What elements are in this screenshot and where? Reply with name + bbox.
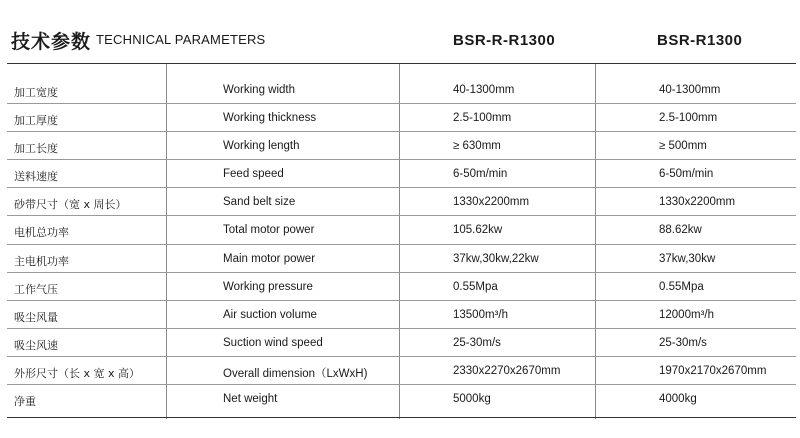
model-2-value: 2.5-100mm [659, 112, 718, 125]
param-name-cn: 吸尘风速 [14, 338, 58, 352]
table-row [7, 76, 796, 104]
table-row [7, 385, 796, 418]
model-2-value: 6-50m/min [659, 168, 714, 181]
param-name-cn: 吸尘风量 [14, 310, 58, 324]
table-row [7, 104, 796, 132]
table-header [0, 0, 800, 64]
param-name-en: Feed speed [223, 168, 284, 181]
param-name-en: Air suction volume [223, 308, 317, 321]
model-2-value: 88.62kw [659, 224, 702, 237]
model-2-value: 25-30m/s [659, 336, 707, 349]
param-name-en: Suction wind speed [223, 336, 323, 349]
param-name-cn: 外形尺寸（长 x 宽 x 高） [14, 366, 141, 380]
table-row [7, 273, 796, 301]
param-name-en: Net weight [223, 393, 278, 406]
param-name-cn: 电机总功率 [14, 226, 69, 240]
model-1-value: 2.5-100mm [453, 112, 512, 125]
title-english: TECHNICAL PARAMETERS [96, 32, 266, 47]
param-name-en: Sand belt size [223, 196, 296, 209]
title-chinese: 技术参数 [11, 31, 92, 53]
model-2-value: ≥ 500mm [659, 140, 707, 153]
table-row [7, 216, 796, 244]
param-name-en: Overall dimension（LxWxH) [223, 367, 368, 380]
model-2-value: 37kw,30kw [659, 252, 716, 265]
param-name-cn: 净重 [14, 395, 36, 409]
model-1-value: 40-1300mm [453, 84, 515, 96]
param-name-cn: 加工宽度 [14, 86, 58, 99]
table-row [7, 160, 796, 188]
model-1-value: ≥ 630mm [453, 140, 501, 153]
param-name-en: Working length [223, 140, 300, 153]
model-2-heading: BSR-R1300 [657, 32, 743, 49]
model-1-heading: BSR-R-R1300 [453, 32, 556, 49]
model-1-value: 25-30m/s [453, 336, 501, 349]
param-name-en: Working pressure [223, 280, 313, 293]
model-1-value: 1330x2200mm [453, 196, 530, 209]
table-row [7, 329, 796, 357]
model-1-value: 105.62kw [453, 224, 503, 237]
param-name-en: Main motor power [223, 252, 316, 265]
table-row [7, 357, 796, 385]
table-row [7, 301, 796, 329]
model-2-value: 1330x2200mm [659, 196, 736, 209]
param-name-cn: 工作气压 [14, 282, 58, 296]
model-1-value: 5000kg [453, 393, 491, 406]
param-name-en: Working width [223, 84, 296, 96]
table-row [7, 132, 796, 160]
table-row [7, 245, 796, 273]
parameters-table [7, 76, 796, 418]
model-2-value: 4000kg [659, 393, 697, 406]
param-name-cn: 加工长度 [14, 142, 58, 156]
model-1-value: 2330x2270x2670mm [453, 364, 561, 377]
param-name-cn: 砂带尺寸（宽 x 周长） [14, 198, 127, 212]
model-1-value: 0.55Mpa [453, 280, 498, 293]
model-2-value: 40-1300mm [659, 84, 721, 96]
model-1-value: 13500m³/h [453, 308, 508, 321]
param-name-en: Total motor power [223, 224, 315, 237]
model-2-value: 12000m³/h [659, 308, 714, 321]
param-name-cn: 送料速度 [14, 170, 58, 184]
param-name-cn: 加工厚度 [14, 114, 58, 128]
model-2-value: 0.55Mpa [659, 280, 704, 293]
model-2-value: 1970x2170x2670mm [659, 364, 767, 377]
param-name-en: Working thickness [223, 112, 317, 125]
model-1-value: 6-50m/min [453, 168, 508, 181]
model-1-value: 37kw,30kw,22kw [453, 252, 539, 265]
param-name-cn: 主电机功率 [14, 254, 69, 268]
table-top-rule [7, 63, 796, 64]
table-row [7, 188, 796, 216]
